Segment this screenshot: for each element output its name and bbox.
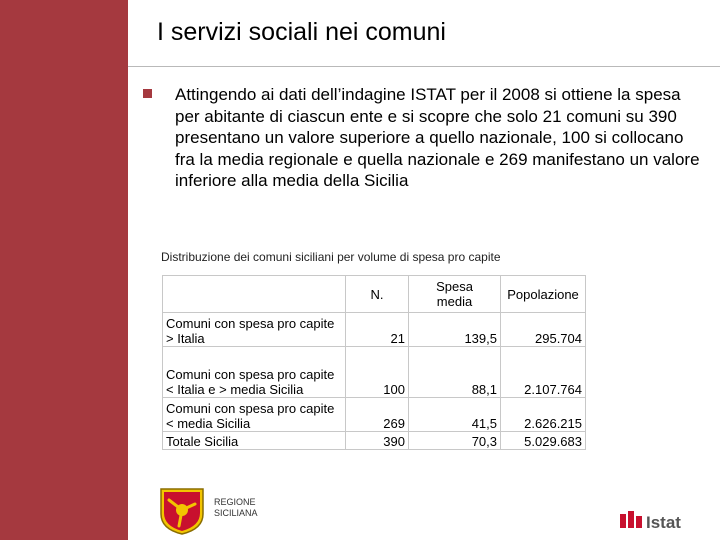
row-n: 100: [346, 347, 409, 398]
table-row: [163, 398, 586, 432]
header-spesa-text: Spesa media: [436, 279, 473, 309]
row-n: 21: [346, 313, 409, 347]
row-label: Comuni con spesa pro capite < Italia e > media Sicilia: [163, 347, 346, 398]
row-popolazione: 295.704: [501, 313, 586, 347]
table-row: [163, 347, 586, 398]
header-cell-n: N.: [346, 276, 409, 313]
row-popolazione: 2.107.764: [501, 347, 586, 398]
istat-logo-text: Istat: [646, 513, 681, 532]
istat-logo-icon: [620, 509, 692, 533]
row-spesa: 88,1: [409, 347, 501, 398]
title-divider: [128, 66, 720, 67]
row-label: Comuni con spesa pro capite > Italia: [163, 313, 346, 347]
regione-siciliana-crest-icon: [157, 486, 207, 536]
table-row-total: [163, 432, 586, 450]
slide-title: I servizi sociali nei comuni: [157, 18, 446, 46]
row-label: Comuni con spesa pro capite < media Sicilia: [163, 398, 346, 432]
header-cell-label: [163, 276, 346, 313]
header-cell-popolazione: Popolazione: [501, 276, 586, 313]
row-spesa: 139,5: [409, 313, 501, 347]
row-n: 390: [346, 432, 409, 450]
bullet-square-icon: [143, 89, 152, 98]
table-caption: Distribuzione dei comuni siciliani per volume di spesa pro capite: [161, 250, 501, 264]
row-popolazione: 2.626.215: [501, 398, 586, 432]
table-header-row: [163, 276, 586, 313]
logo-text-line2: SICILIANA: [214, 508, 258, 518]
bullet-paragraph: Attingendo ai dati dell’indagine ISTAT per il 2008 si ottiene la spesa per abitante di ciascun ente e si scopre che solo 21 comuni su 390 presentano un valore superiore a quello nazionale, 100 si collocano fra la media regionale e quella nazionale e 269 manifestano un valore inferiore alla media della Sicilia: [175, 85, 700, 190]
row-label: Totale Sicilia: [163, 432, 346, 450]
row-n: 269: [346, 398, 409, 432]
table-row: [163, 313, 586, 347]
spending-distribution-table: [162, 275, 586, 450]
logo-text-line1: REGIONE: [214, 497, 256, 507]
header-cell-spesa: [409, 276, 501, 313]
sidebar-curve-decoration: [0, 0, 128, 540]
row-popolazione: 5.029.683: [501, 432, 586, 450]
row-spesa: 70,3: [409, 432, 501, 450]
row-spesa: 41,5: [409, 398, 501, 432]
regione-siciliana-label: [214, 497, 258, 519]
